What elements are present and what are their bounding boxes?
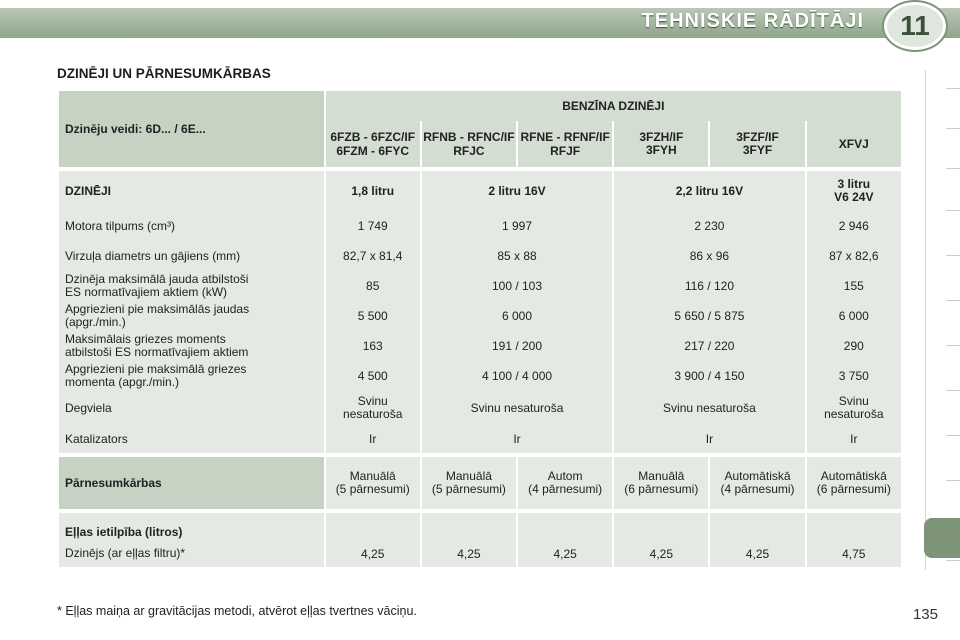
side-tab-divider (946, 345, 960, 346)
spec-label: Motora tilpums (cm³) (59, 211, 324, 241)
spec-value: 191 / 200 (422, 331, 612, 361)
gearbox-cell: Automātiskā (6 pārnesumi) (807, 457, 901, 509)
spec-value: Svinu nesaturoša (422, 391, 612, 425)
chapter-tab-active[interactable] (924, 518, 960, 558)
engine-code-cell: XFVJ (807, 121, 901, 167)
oil-value: 4,25 (614, 513, 708, 567)
spec-value: 82,7 x 81,4 (326, 241, 420, 271)
chapter-title: TEHNISKIE RĀDĪTĀJI (641, 10, 864, 32)
spec-label: Apgriezieni pie maksimālās jaudas (apgr./min.) (59, 301, 324, 331)
side-tab-divider (946, 435, 960, 436)
spec-value: 1 997 (422, 211, 612, 241)
side-tab-divider (946, 210, 960, 211)
gearbox-cell: Automātiskā (4 pārnesumi) (710, 457, 804, 509)
engine-spec-table (57, 91, 903, 567)
section-title: DZINĒJI UN PĀRNESUMKĀRBAS (57, 66, 271, 81)
gearbox-cell: Manuālā (5 pārnesumi) (422, 457, 516, 509)
page-header (0, 0, 960, 46)
engine-code-cell: 3FZF/IF 3FYF (710, 121, 804, 167)
side-tab-strip (925, 70, 960, 570)
spec-value: 2 946 (807, 211, 901, 241)
spec-value: 1 749 (326, 211, 420, 241)
gearbox-cell: Manuālā (5 pārnesumi) (326, 457, 420, 509)
spec-value: Svinu nesaturoša (807, 391, 901, 425)
engine-displacement-heading: 2,2 litru 16V (614, 171, 804, 211)
spec-value: Ir (807, 425, 901, 453)
spec-value: 86 x 96 (614, 241, 804, 271)
spec-value: 217 / 220 (614, 331, 804, 361)
spec-value: 155 (807, 271, 901, 301)
side-tab-divider (946, 390, 960, 391)
spec-value: Ir (422, 425, 612, 453)
engine-code-cell: 6FZB - 6FZC/IF 6FZM - 6FYC (326, 121, 420, 167)
engine-types-label: Dzinēju veidi: 6D... / 6E... (59, 91, 324, 167)
side-tab-divider (946, 128, 960, 129)
engine-code-cell: RFNB - RFNC/IF RFJC (422, 121, 516, 167)
side-tab-divider (946, 88, 960, 89)
spec-value: 6 000 (422, 301, 612, 331)
spec-value: 163 (326, 331, 420, 361)
gearbox-label: Pārnesumkārbas (59, 457, 324, 509)
oil-value: 4,25 (710, 513, 804, 567)
spec-value: 5 500 (326, 301, 420, 331)
spec-label: Virzuļa diametrs un gājiens (mm) (59, 241, 324, 271)
gearbox-cell: Autom (4 pārnesumi) (518, 457, 612, 509)
spec-label: Katalizators (59, 425, 324, 453)
spec-value: Svinu nesaturoša (614, 391, 804, 425)
spec-label: Apgriezieni pie maksimālā griezes momenta (apgr./min.) (59, 361, 324, 391)
spec-value: 85 (326, 271, 420, 301)
spec-value: Svinu nesaturoša (326, 391, 420, 425)
engine-displacement-heading: 1,8 litru (326, 171, 420, 211)
spec-value: 6 000 (807, 301, 901, 331)
spec-label: Maksimālais griezes moments atbilstoši ES normatīvajiem aktiem (59, 331, 324, 361)
oil-value: 4,75 (807, 513, 901, 567)
spec-value: Ir (614, 425, 804, 453)
oil-value: 4,25 (518, 513, 612, 567)
oil-capacity-heading: Eļļas ietilpība (litros) (59, 513, 324, 539)
engine-displacement-heading: 2 litru 16V (422, 171, 612, 211)
spec-value: 87 x 82,6 (807, 241, 901, 271)
spec-label: Dzinēja maksimālā jauda atbilstoši ES normatīvajiem aktiem (kW) (59, 271, 324, 301)
side-tab-divider (946, 168, 960, 169)
gearbox-cell: Manuālā (6 pārnesumi) (614, 457, 708, 509)
spec-value: 3 750 (807, 361, 901, 391)
spec-value: Ir (326, 425, 420, 453)
chapter-number-badge: 11 (884, 2, 946, 50)
spec-value: 3 900 / 4 150 (614, 361, 804, 391)
footnote: * Eļļas maiņa ar gravitācijas metodi, atvērot eļļas tvertnes vāciņu. (57, 604, 417, 618)
oil-capacity-label: Dzinējs (ar eļļas filtru)* (59, 539, 324, 567)
side-tab-divider (946, 560, 960, 561)
spec-value: 116 / 120 (614, 271, 804, 301)
spec-value: 100 / 103 (422, 271, 612, 301)
oil-value: 4,25 (422, 513, 516, 567)
spec-label: Degviela (59, 391, 324, 425)
engine-displacement-heading: 3 litru V6 24V (807, 171, 901, 211)
side-tab-divider (946, 300, 960, 301)
side-tab-divider (946, 255, 960, 256)
spec-value: 290 (807, 331, 901, 361)
engine-code-cell: RFNE - RFNF/IF RFJF (518, 121, 612, 167)
engines-label: DZINĒJI (59, 171, 324, 211)
spec-value: 2 230 (614, 211, 804, 241)
engine-code-cell: 3FZH/IF 3FYH (614, 121, 708, 167)
spec-value: 4 100 / 4 000 (422, 361, 612, 391)
page-number: 135 (912, 606, 938, 623)
oil-value: 4,25 (326, 513, 420, 567)
spec-value: 4 500 (326, 361, 420, 391)
spec-value: 85 x 88 (422, 241, 612, 271)
spec-value: 5 650 / 5 875 (614, 301, 804, 331)
side-tab-divider (946, 480, 960, 481)
petrol-engines-heading: BENZĪNA DZINĒJI (326, 91, 901, 121)
